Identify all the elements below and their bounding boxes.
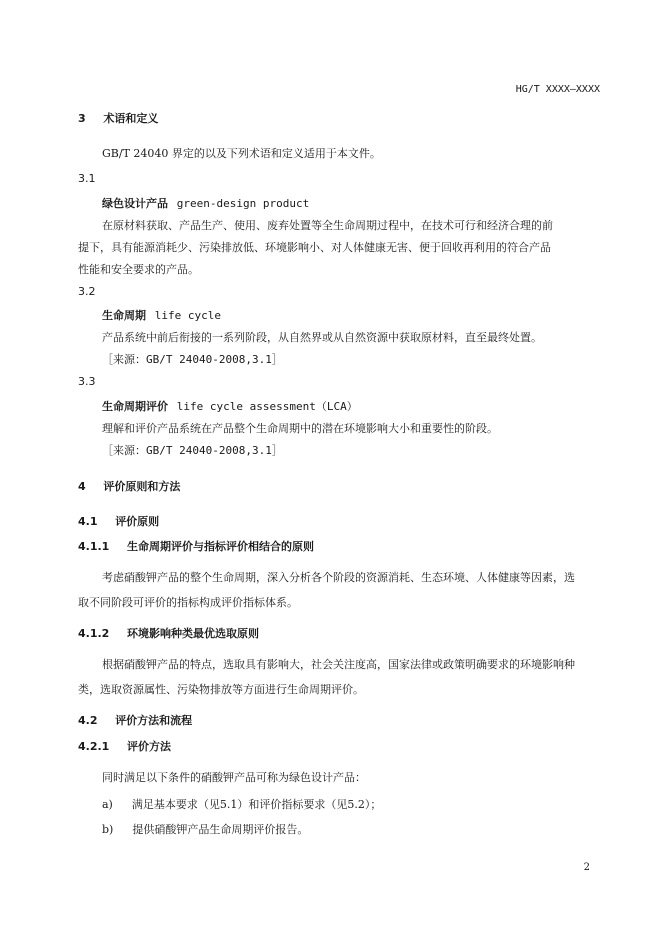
list-text: 提供硝酸钾产品生命周期评价报告。 xyxy=(132,823,309,836)
section-number: 4 xyxy=(78,480,86,493)
section-4-heading xyxy=(78,478,180,494)
term-source: ［来源：GB/T 24040-2008,3.1］ xyxy=(102,353,283,366)
paragraph-line: 类，选取资源属性、污染物排放等方面进行生命周期评价。 xyxy=(78,683,364,696)
subsection-title: 评价方法和流程 xyxy=(115,714,193,727)
subsection-4-1-1-heading xyxy=(78,538,314,554)
section-3-intro: GB/T 24040 界定的以及下列术语和定义适用于本文件。 xyxy=(102,147,381,160)
section-number: 3 xyxy=(78,112,86,125)
subsection-number: 4.2.1 xyxy=(78,740,110,753)
subsection-title: 环境影响种类最优选取原则 xyxy=(127,627,260,640)
paragraph-line: 根据硝酸钾产品的特点，选取具有影响大，社会关注度高，国家法律或政策明确要求的环境影响种 xyxy=(102,658,575,671)
term-heading xyxy=(102,307,221,323)
list-item xyxy=(102,821,308,837)
definition-line: 理解和评价产品系统在产品整个生命周期中的潜在环境影响大小和重要性的阶段。 xyxy=(102,422,498,435)
subsection-title: 生命周期评价与指标评价相结合的原则 xyxy=(127,540,315,553)
paragraph-line: 同时满足以下条件的硝酸钾产品可称为绿色设计产品： xyxy=(102,771,366,784)
section-title: 术语和定义 xyxy=(103,112,159,125)
subsection-number: 4.1.2 xyxy=(78,627,110,640)
page-number: 2 xyxy=(583,862,590,873)
term-source: ［来源：GB/T 24040-2008,3.1］ xyxy=(102,444,283,457)
subsection-4-2-heading xyxy=(78,712,192,728)
list-marker: b) xyxy=(102,823,114,836)
term-cn: 绿色设计产品 xyxy=(102,197,168,210)
term-en: green-design product xyxy=(176,197,310,210)
list-item xyxy=(102,796,381,812)
term-heading xyxy=(102,398,358,414)
term-cn: 生命周期 xyxy=(102,309,146,322)
subsection-4-2-1-heading xyxy=(78,738,171,754)
section-3-heading xyxy=(78,110,158,126)
subsection-4-1-heading xyxy=(78,513,159,529)
list-marker: a) xyxy=(102,798,113,811)
definition-line: 产品系统中前后衔接的一系列阶段，从自然界或从自然资源中获取原材料，直至最终处置。 xyxy=(102,331,542,344)
subsection-number: 4.2 xyxy=(78,714,98,727)
doc-code-header: HG/T XXXX—XXXX xyxy=(515,84,600,95)
subsection-4-1-2-heading xyxy=(78,625,259,641)
paragraph-line: 考虑硝酸钾产品的整个生命周期，深入分析各个阶段的资源消耗、生态环境、人体健康等因素，选 xyxy=(102,571,575,584)
term-en: life cycle xyxy=(154,309,221,322)
definition-line: 提下，具有能源消耗少、污染排放低、环境影响小、对人体健康无害、便于回收再利用的符合产品 xyxy=(78,241,551,254)
section-title: 评价原则和方法 xyxy=(103,480,181,493)
term-number: 3.1 xyxy=(78,172,96,185)
subsection-number: 4.1.1 xyxy=(78,540,110,553)
term-number: 3.2 xyxy=(78,285,96,298)
term-heading xyxy=(102,195,309,211)
paragraph-line: 取不同阶段可评价的指标构成评价指标体系。 xyxy=(78,596,298,609)
term-cn: 生命周期评价 xyxy=(102,400,168,413)
definition-line: 性能和安全要求的产品。 xyxy=(78,263,199,276)
subsection-title: 评价方法 xyxy=(127,740,172,753)
subsection-number: 4.1 xyxy=(78,515,98,528)
list-text: 满足基本要求（见5.1）和评价指标要求（见5.2）； xyxy=(131,798,382,811)
term-number: 3.3 xyxy=(78,375,96,388)
definition-line: 在原材料获取、产品生产、使用、废弃处置等全生命周期过程中，在技术可行和经济合理的前 xyxy=(102,219,553,232)
term-en: life cycle assessment（LCA） xyxy=(176,400,358,413)
subsection-title: 评价原则 xyxy=(115,515,160,528)
